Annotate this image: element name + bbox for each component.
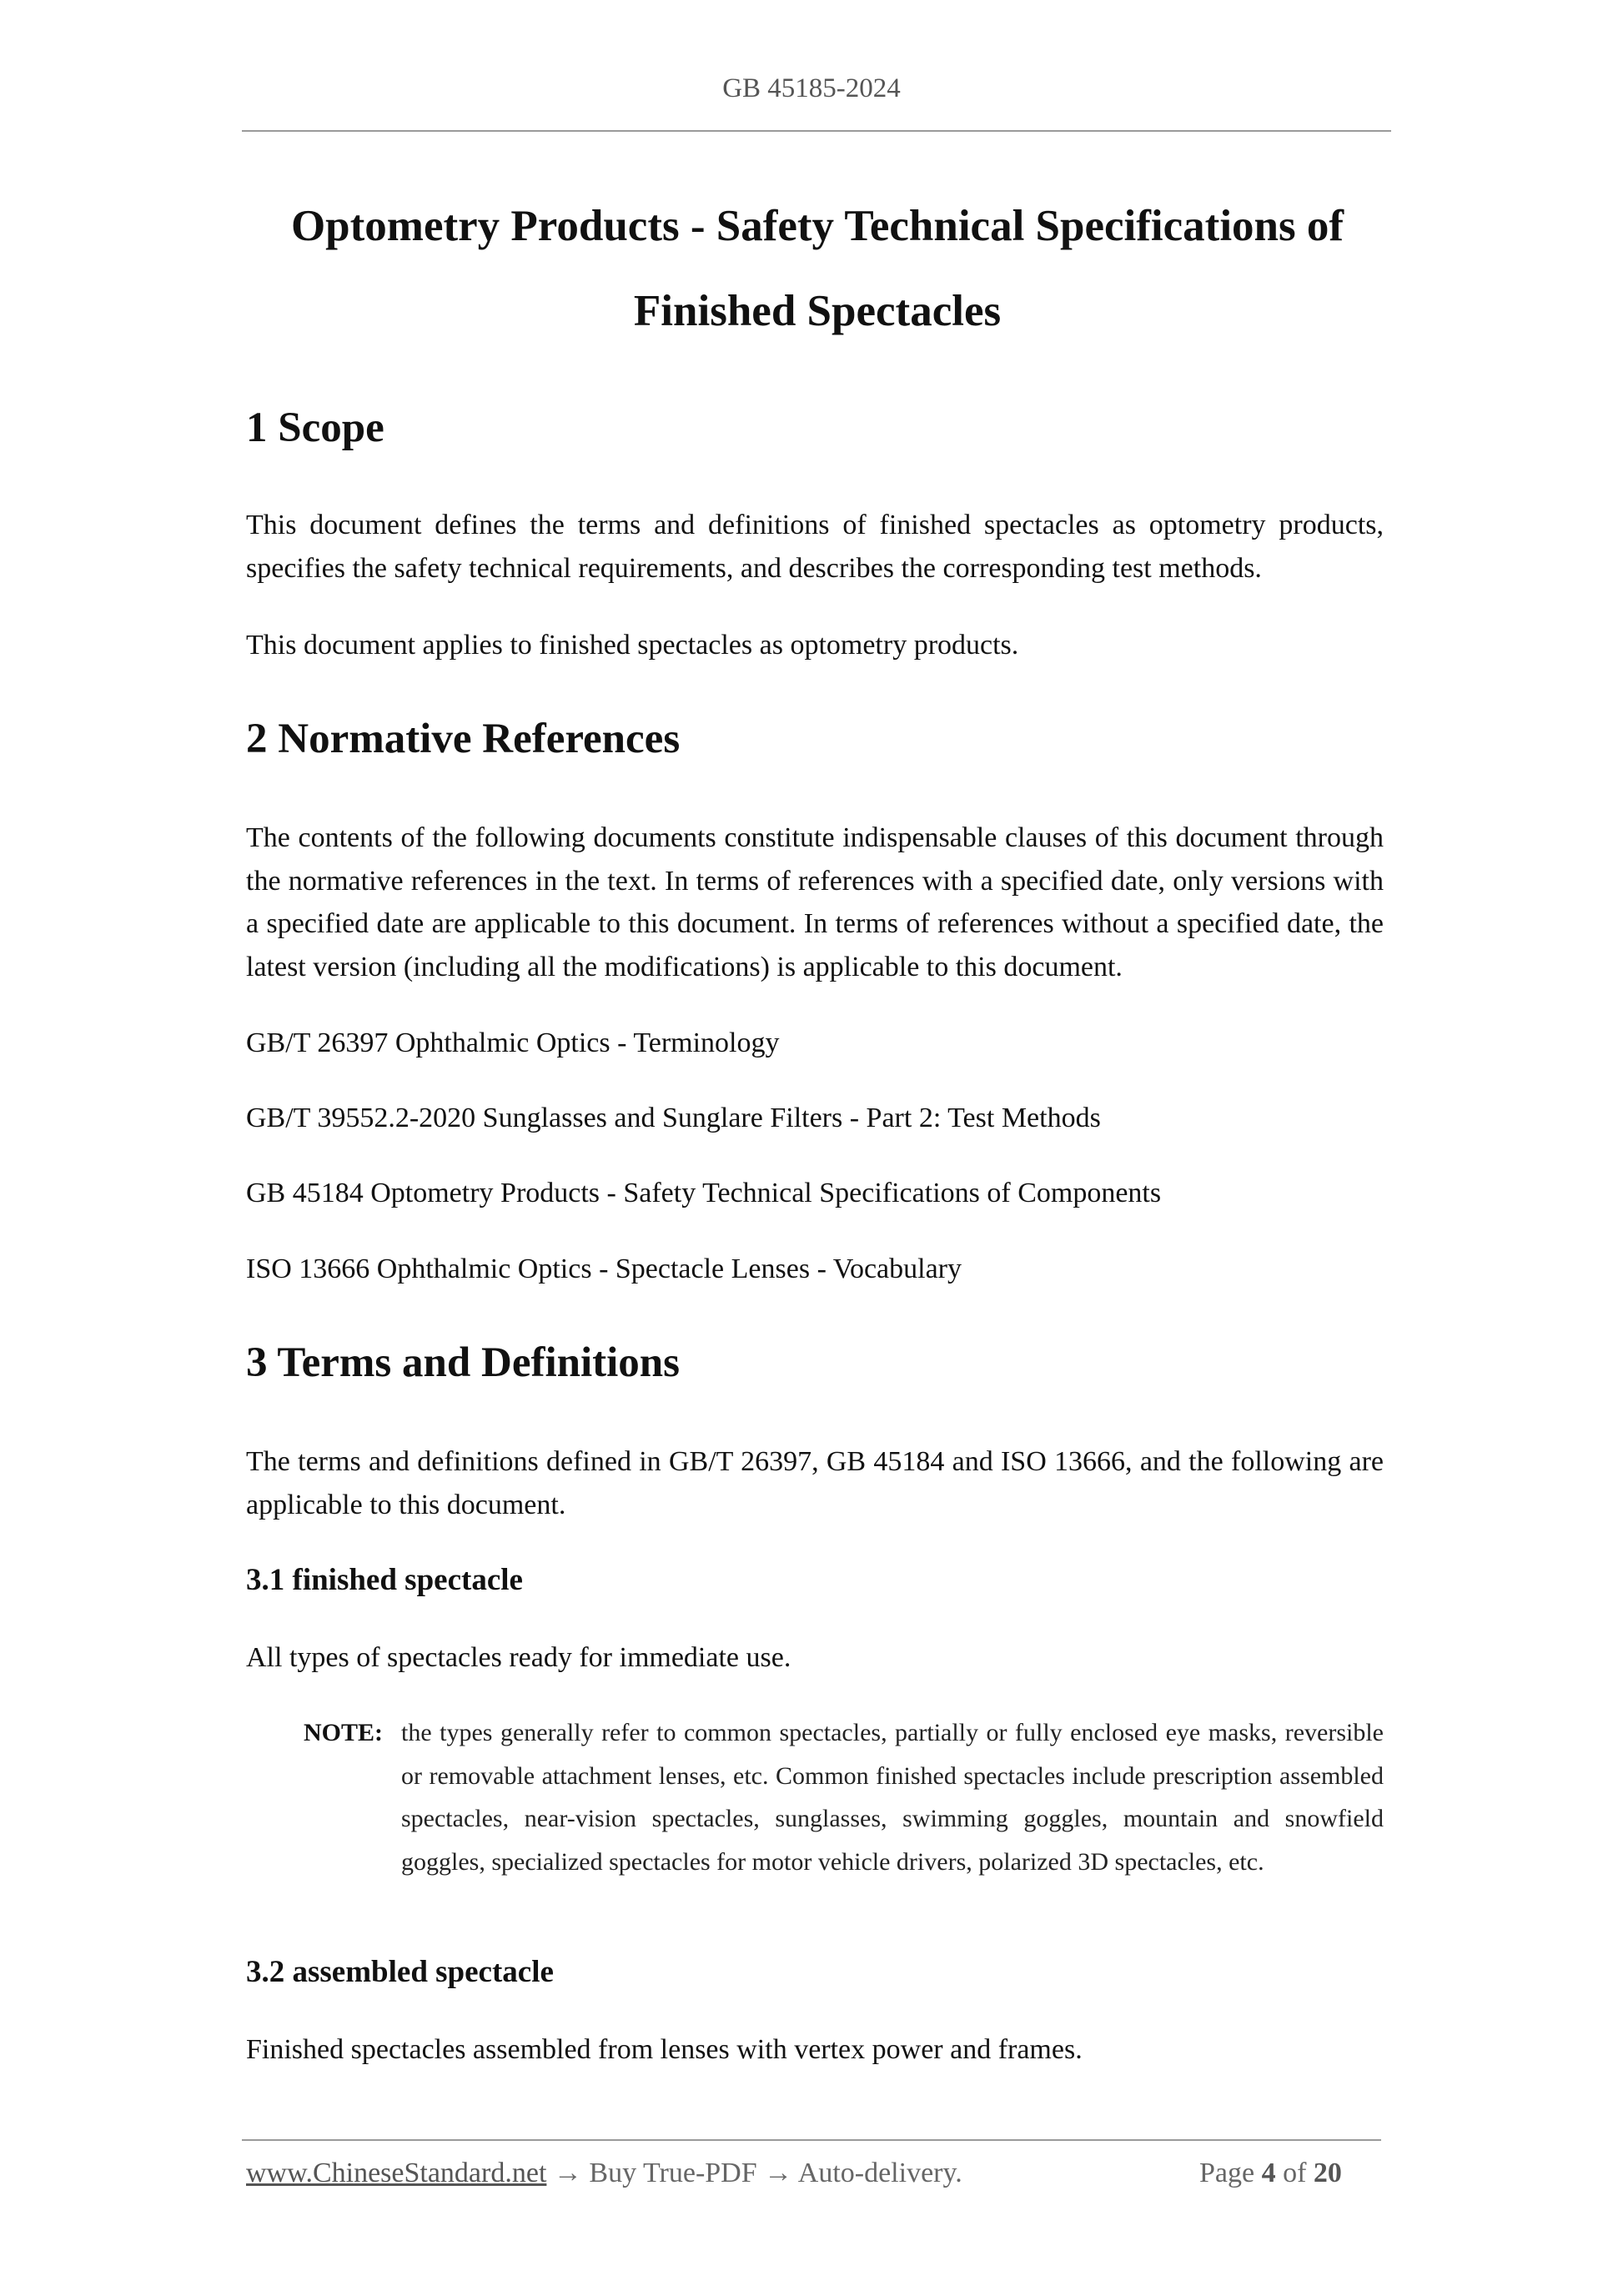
- term-definition-assembled-spectacle: Finished spectacles assembled from lenses with vertex power and frames.: [246, 2034, 1083, 2065]
- arrow-right-icon: →: [764, 2158, 793, 2188]
- buy-true-pdf-text: Buy True-PDF: [589, 2158, 757, 2188]
- reference-item: GB/T 26397 Ophthalmic Optics - Terminology: [246, 1027, 780, 1058]
- page-number: 4: [1261, 2158, 1276, 2188]
- page-label: Page: [1199, 2158, 1255, 2188]
- title-line-2: Finished Spectacles: [633, 287, 1002, 335]
- document-code: GB 45185-2024: [722, 73, 901, 103]
- scope-paragraph-2: This document applies to finished spectacles as optometry products.: [246, 630, 1019, 661]
- note-label: NOTE:: [304, 1719, 384, 1746]
- term-heading-assembled-spectacle: 3.2 assembled spectacle: [246, 1955, 554, 1989]
- reference-item: ISO 13666 Ophthalmic Optics - Spectacle Lenses - Vocabulary: [246, 1254, 962, 1284]
- footer-left: [246, 2158, 962, 2189]
- header-rule: [242, 130, 1391, 132]
- section-heading-terms: 3 Terms and Definitions: [246, 1339, 681, 1386]
- arrow-right-icon: →: [553, 2158, 582, 2188]
- references-paragraph: The contents of the following documents constitute indispensable clauses of this document through the normative references in the text. In terms of references with a specified date, only versions with a specified date are applicable to this document. In terms of references without a specified date, the latest version (including all the modifications) is applicable to this document.: [246, 822, 1384, 982]
- scope-paragraph-1: This document defines the terms and definitions of finished spectacles as optometry products, specifies the safety technical requirements, and describes the corresponding test methods.: [246, 510, 1384, 584]
- term-definition-finished-spectacle: All types of spectacles ready for immediate use.: [246, 1642, 791, 1673]
- auto-delivery-text: Auto-delivery.: [797, 2158, 962, 2188]
- page-indicator: [1199, 2158, 1342, 2189]
- term-heading-finished-spectacle: 3.1 finished spectacle: [246, 1563, 523, 1597]
- of-label: of: [1283, 2158, 1307, 2188]
- document-title: [242, 183, 1393, 354]
- site-link[interactable]: www.ChineseStandard.net: [246, 2158, 547, 2188]
- note-text: the types generally refer to common spectacles, partially or fully enclosed eye masks, reversible or removable attachment lenses, etc. Common finished spectacles include prescription assembled spectacles, near-vision spectacles, sunglasses, swimming goggles, mountain and snowfield goggles, specialized spectacles for motor vehicle drivers, polarized 3D spectacles, etc.: [401, 1719, 1384, 1876]
- section-heading-scope: 1 Scope: [246, 404, 384, 451]
- page-total: 20: [1313, 2158, 1342, 2188]
- section-heading-references: 2 Normative References: [246, 716, 681, 762]
- footer-rule: [242, 2139, 1381, 2141]
- reference-item: GB 45184 Optometry Products - Safety Technical Specifications of Components: [246, 1178, 1162, 1208]
- terms-paragraph: The terms and definitions defined in GB/T 26397, GB 45184 and ISO 13666, and the following are applicable to this document.: [246, 1446, 1384, 1520]
- reference-item: GB/T 39552.2-2020 Sunglasses and Sunglare Filters - Part 2: Test Methods: [246, 1103, 1101, 1133]
- title-line-1: Optometry Products - Safety Technical Specifications of: [290, 202, 1344, 250]
